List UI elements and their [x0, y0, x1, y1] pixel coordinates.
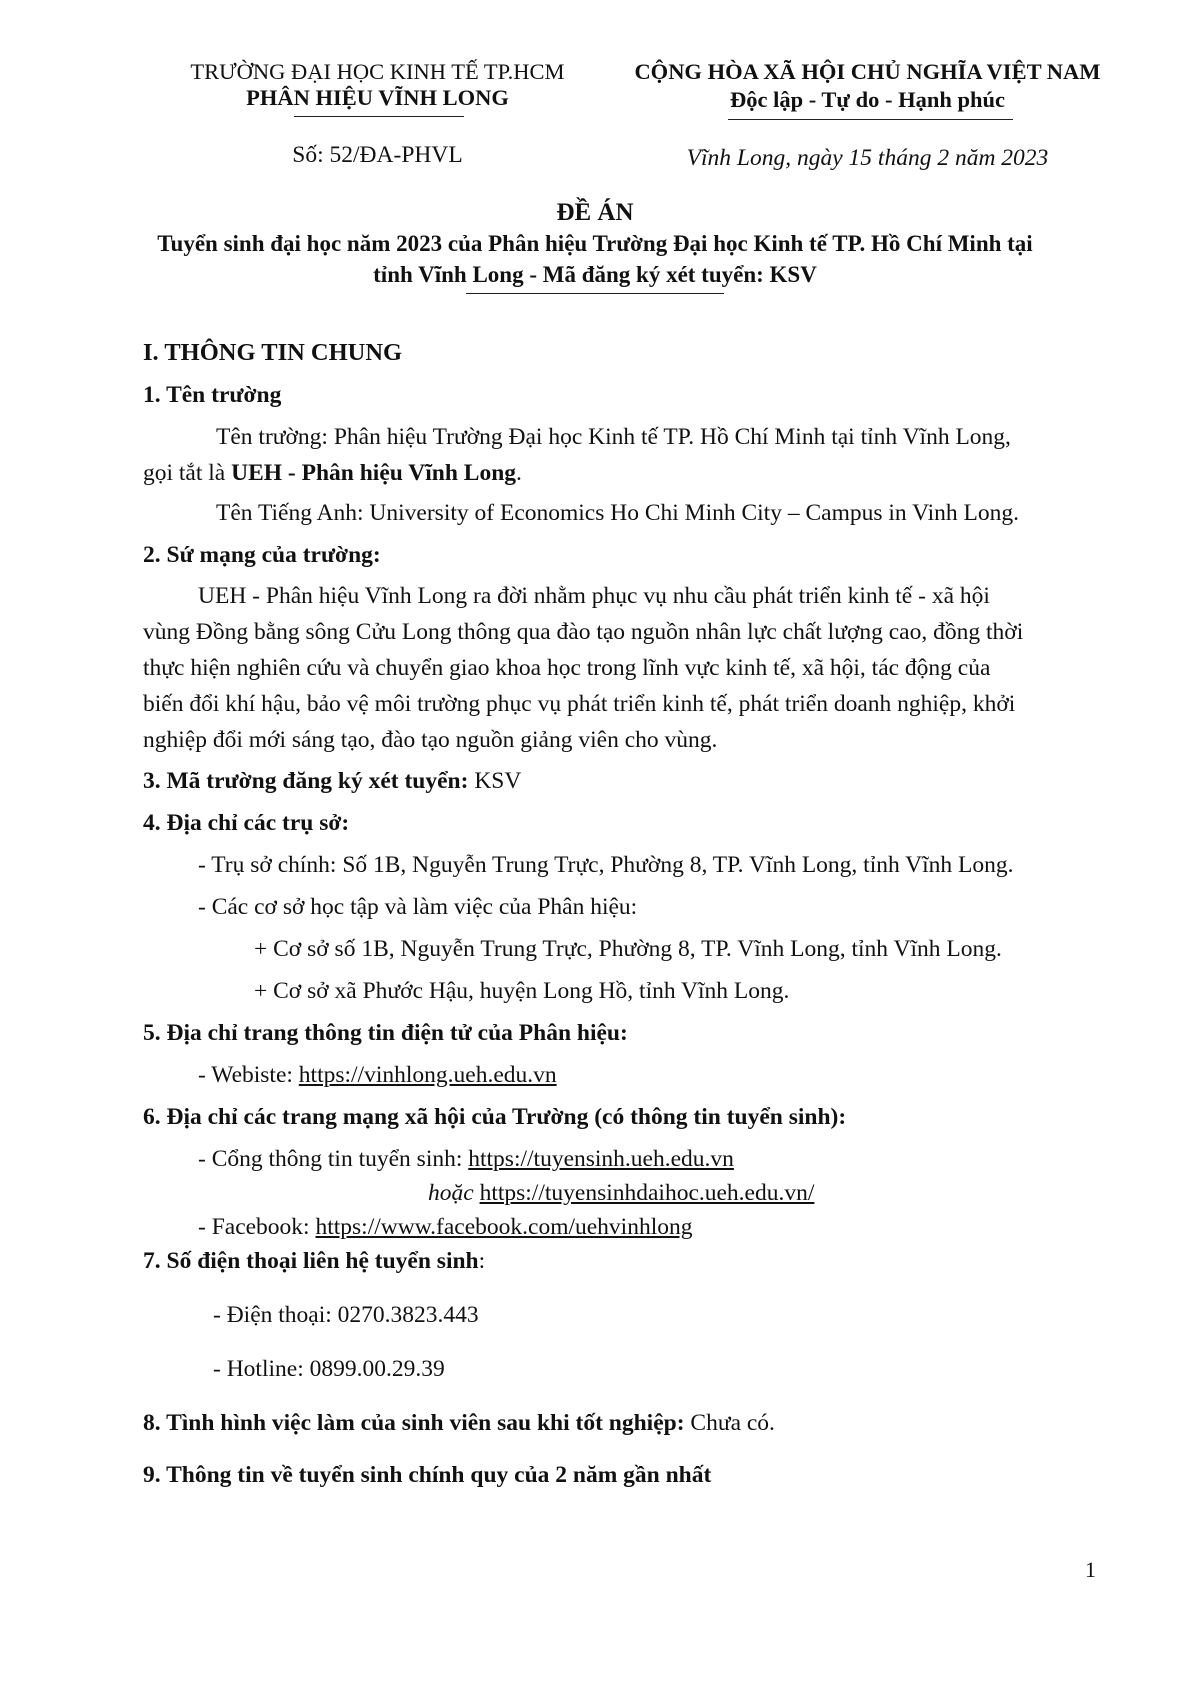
place-date: Vĩnh Long, ngày 15 tháng 2 năm 2023 — [686, 145, 1049, 171]
portal-label: - Cổng thông tin tuyển sinh: — [198, 1146, 469, 1172]
item3-row — [143, 766, 521, 796]
portal-alt-row — [428, 1178, 814, 1208]
mission-line: thực hiện nghiên cứu và chuyển giao khoa học trong lĩnh vực kinh tế, xã hội, tác động của — [143, 655, 991, 681]
phone-number: - Điện thoại: 0270.3823.443 — [213, 1302, 479, 1328]
facility-item: + Cơ sở xã Phước Hậu, huyện Long Hồ, tỉnh Vĩnh Long. — [254, 978, 790, 1004]
facebook-label: - Facebook: — [198, 1214, 316, 1240]
item7-colon: : — [478, 1248, 486, 1274]
page-number: 1 — [1085, 1557, 1096, 1582]
hotline-number: - Hotline: 0899.00.29.39 — [213, 1356, 445, 1382]
english-name: Tên Tiếng Anh: University of Economics Ho Chi Minh City – Campus in Vinh Long. — [216, 500, 1020, 526]
branch-name: PHÂN HIỆU VĨNH LONG — [246, 85, 509, 110]
facility-item: + Cơ sở số 1B, Nguyễn Trung Trực, Phường 8, TP. Vĩnh Long, tỉnh Vĩnh Long. — [254, 936, 1002, 962]
item7-heading: 7. Số điện thoại liên hệ tuyển sinh — [143, 1248, 479, 1274]
national-motto: Độc lập - Tự do - Hạnh phúc — [729, 87, 1006, 112]
title-rule — [466, 293, 724, 294]
item8-heading: 8. Tình hình việc làm của sinh viên sau khi tốt nghiệp: — [143, 1410, 685, 1436]
portal-link-alt[interactable]: https://tuyensinhdaihoc.ueh.edu.vn/ — [479, 1180, 815, 1206]
item6-heading: 6. Địa chỉ các trang mạng xã hội của Trường (có thông tin tuyển sinh): — [143, 1104, 847, 1130]
school-code: KSV — [468, 768, 522, 794]
national-title: CỘNG HÒA XÃ HỘI CHỦ NGHĨA VIỆT NAM — [634, 59, 1101, 84]
website-link[interactable]: https://vinhlong.ueh.edu.vn — [298, 1062, 557, 1088]
mission-line: biến đổi khí hậu, bảo vệ môi trường phục vụ phát triển kinh tế, phát triển doanh nghiệp, khởi — [143, 691, 1016, 717]
facilities-label: - Các cơ sở học tập và làm việc của Phân hiệu: — [198, 894, 638, 920]
mission-line: UEH - Phân hiệu Vĩnh Long ra đời nhằm phục vụ nhu cầu phát triển kinh tế - xã hội — [198, 583, 990, 609]
document-title: ĐỀ ÁN — [556, 199, 634, 226]
facebook-link[interactable]: https://www.facebook.com/uehvinhlong — [315, 1214, 693, 1240]
item3-heading: 3. Mã trường đăng ký xét tuyển: — [143, 768, 469, 794]
item9-heading: 9. Thông tin về tuyển sinh chính quy của 2 năm gần nhất — [143, 1462, 712, 1488]
short-name-suffix: . — [516, 460, 522, 486]
portal-row — [198, 1144, 734, 1174]
or-label: hoặc — [428, 1180, 474, 1206]
document-subtitle-line2: tỉnh Vĩnh Long - Mã đăng ký xét tuyển: KSV — [373, 262, 817, 287]
item7-row — [143, 1246, 485, 1276]
school-name-line2 — [143, 458, 522, 488]
employment-status: Chưa có. — [684, 1410, 775, 1436]
institution-name: TRƯỜNG ĐẠI HỌC KINH TẾ TP.HCM — [190, 59, 565, 84]
school-name-line1: Tên trường: Phân hiệu Trường Đại học Kinh tế TP. Hồ Chí Minh tại tỉnh Vĩnh Long, — [216, 424, 1011, 450]
facebook-row — [198, 1212, 693, 1242]
item2-heading: 2. Sứ mạng của trường: — [143, 542, 381, 568]
header-left-rule — [294, 116, 464, 117]
main-office: - Trụ sở chính: Số 1B, Nguyễn Trung Trực, Phường 8, TP. Vĩnh Long, tỉnh Vĩnh Long. — [198, 852, 1014, 878]
mission-line: vùng Đồng bằng sông Cửu Long thông qua đào tạo nguồn nhân lực chất lượng cao, đồng thời — [143, 619, 1024, 645]
section-heading: I. THÔNG TIN CHUNG — [143, 339, 403, 366]
document-number: Số: 52/ĐA-PHVL — [292, 142, 463, 168]
short-name-prefix: gọi tắt là — [143, 460, 232, 486]
portal-link[interactable]: https://tuyensinh.ueh.edu.vn — [468, 1146, 734, 1172]
mission-line: nghiệp đổi mới sáng tạo, đào tạo nguồn giảng viên cho vùng. — [143, 727, 718, 753]
short-name: UEH - Phân hiệu Vĩnh Long — [231, 460, 517, 486]
item4-heading: 4. Địa chỉ các trụ sở: — [143, 810, 350, 836]
item8-row — [143, 1408, 775, 1438]
website-label: - Webiste: — [198, 1062, 299, 1088]
item5-heading: 5. Địa chỉ trang thông tin điện tử của Phân hiệu: — [143, 1020, 628, 1046]
website-row — [198, 1060, 557, 1090]
header-right-rule — [728, 119, 1013, 120]
document-subtitle-line1: Tuyển sinh đại học năm 2023 của Phân hiệu Trường Đại học Kinh tế TP. Hồ Chí Minh tại — [157, 231, 1033, 256]
item1-heading: 1. Tên trường — [143, 382, 282, 408]
